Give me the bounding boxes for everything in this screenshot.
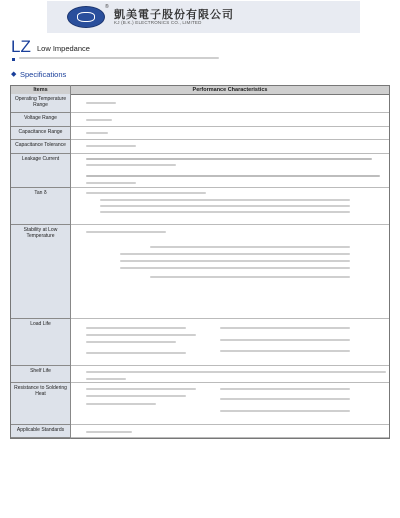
text-placeholder [86, 371, 386, 373]
text-placeholder [86, 132, 108, 134]
row-label: Capacitance Tolerance [11, 140, 70, 154]
text-placeholder [86, 119, 112, 121]
company-logo-icon [67, 6, 105, 28]
row-label: Stability at Low Temperature [11, 225, 70, 319]
text-placeholder [86, 378, 126, 380]
text-placeholder [86, 175, 380, 177]
row-divider [71, 187, 389, 188]
text-placeholder [120, 267, 350, 269]
text-placeholder [220, 398, 350, 400]
row-label: Tan δ [11, 188, 70, 225]
text-placeholder [86, 388, 196, 390]
row-divider [71, 382, 389, 383]
feature-line-unreadable [19, 56, 219, 61]
text-placeholder [86, 395, 186, 397]
row-divider [71, 112, 389, 113]
text-placeholder [86, 334, 196, 336]
row-divider [71, 437, 389, 438]
text-placeholder [86, 182, 136, 184]
text-placeholder [220, 350, 350, 352]
text-placeholder [220, 388, 350, 390]
company-name-chinese: 凱美電子股份有限公司 [114, 8, 234, 21]
diamond-icon: ◆ [11, 71, 17, 78]
text-placeholder [220, 327, 350, 329]
row-divider [71, 224, 389, 225]
text-placeholder [86, 352, 186, 354]
text-placeholder [86, 403, 156, 405]
logo-mark [77, 12, 95, 22]
series-code: LZ [11, 37, 31, 56]
text-placeholder [86, 102, 116, 104]
row-divider [71, 318, 389, 319]
row-label: Capacitance Range [11, 127, 70, 140]
registered-mark: ® [105, 4, 109, 10]
feature-bullet-icon [12, 58, 15, 61]
text-placeholder [86, 158, 372, 160]
row-label: Leakage Current [11, 154, 70, 188]
text-placeholder [86, 341, 176, 343]
row-label: Voltage Range [11, 113, 70, 127]
text-placeholder [86, 145, 136, 147]
text-placeholder [150, 246, 350, 248]
text-placeholder [220, 410, 350, 412]
text-placeholder [86, 327, 186, 329]
row-divider [71, 424, 389, 425]
text-placeholder [100, 199, 350, 201]
column-header-items: Items [11, 86, 70, 95]
row-divider [71, 139, 389, 140]
specifications-heading: Specifications [20, 70, 67, 79]
text-placeholder [100, 205, 350, 207]
series-title: Low Impedance [37, 44, 90, 53]
row-divider [71, 153, 389, 154]
text-placeholder [120, 253, 350, 255]
text-placeholder [86, 231, 166, 233]
row-label: Shelf Life [11, 366, 70, 383]
row-label: Operating Temperature Range [11, 94, 70, 113]
text-placeholder [100, 211, 350, 213]
text-placeholder [120, 260, 350, 262]
row-label: Applicable Standards [11, 425, 70, 438]
text-placeholder [150, 276, 350, 278]
row-divider [71, 126, 389, 127]
text-placeholder [86, 192, 206, 194]
column-header-performance: Performance Characteristics [71, 86, 389, 95]
text-placeholder [86, 431, 132, 433]
row-divider [71, 365, 389, 366]
row-label: Load Life [11, 319, 70, 366]
text-placeholder [86, 164, 176, 166]
company-name-english: KJ (B.K.) ELECTRONICS CO., LIMITED [114, 20, 202, 25]
text-placeholder [220, 339, 350, 341]
row-label: Resistance to Soldering Heat [11, 383, 70, 425]
